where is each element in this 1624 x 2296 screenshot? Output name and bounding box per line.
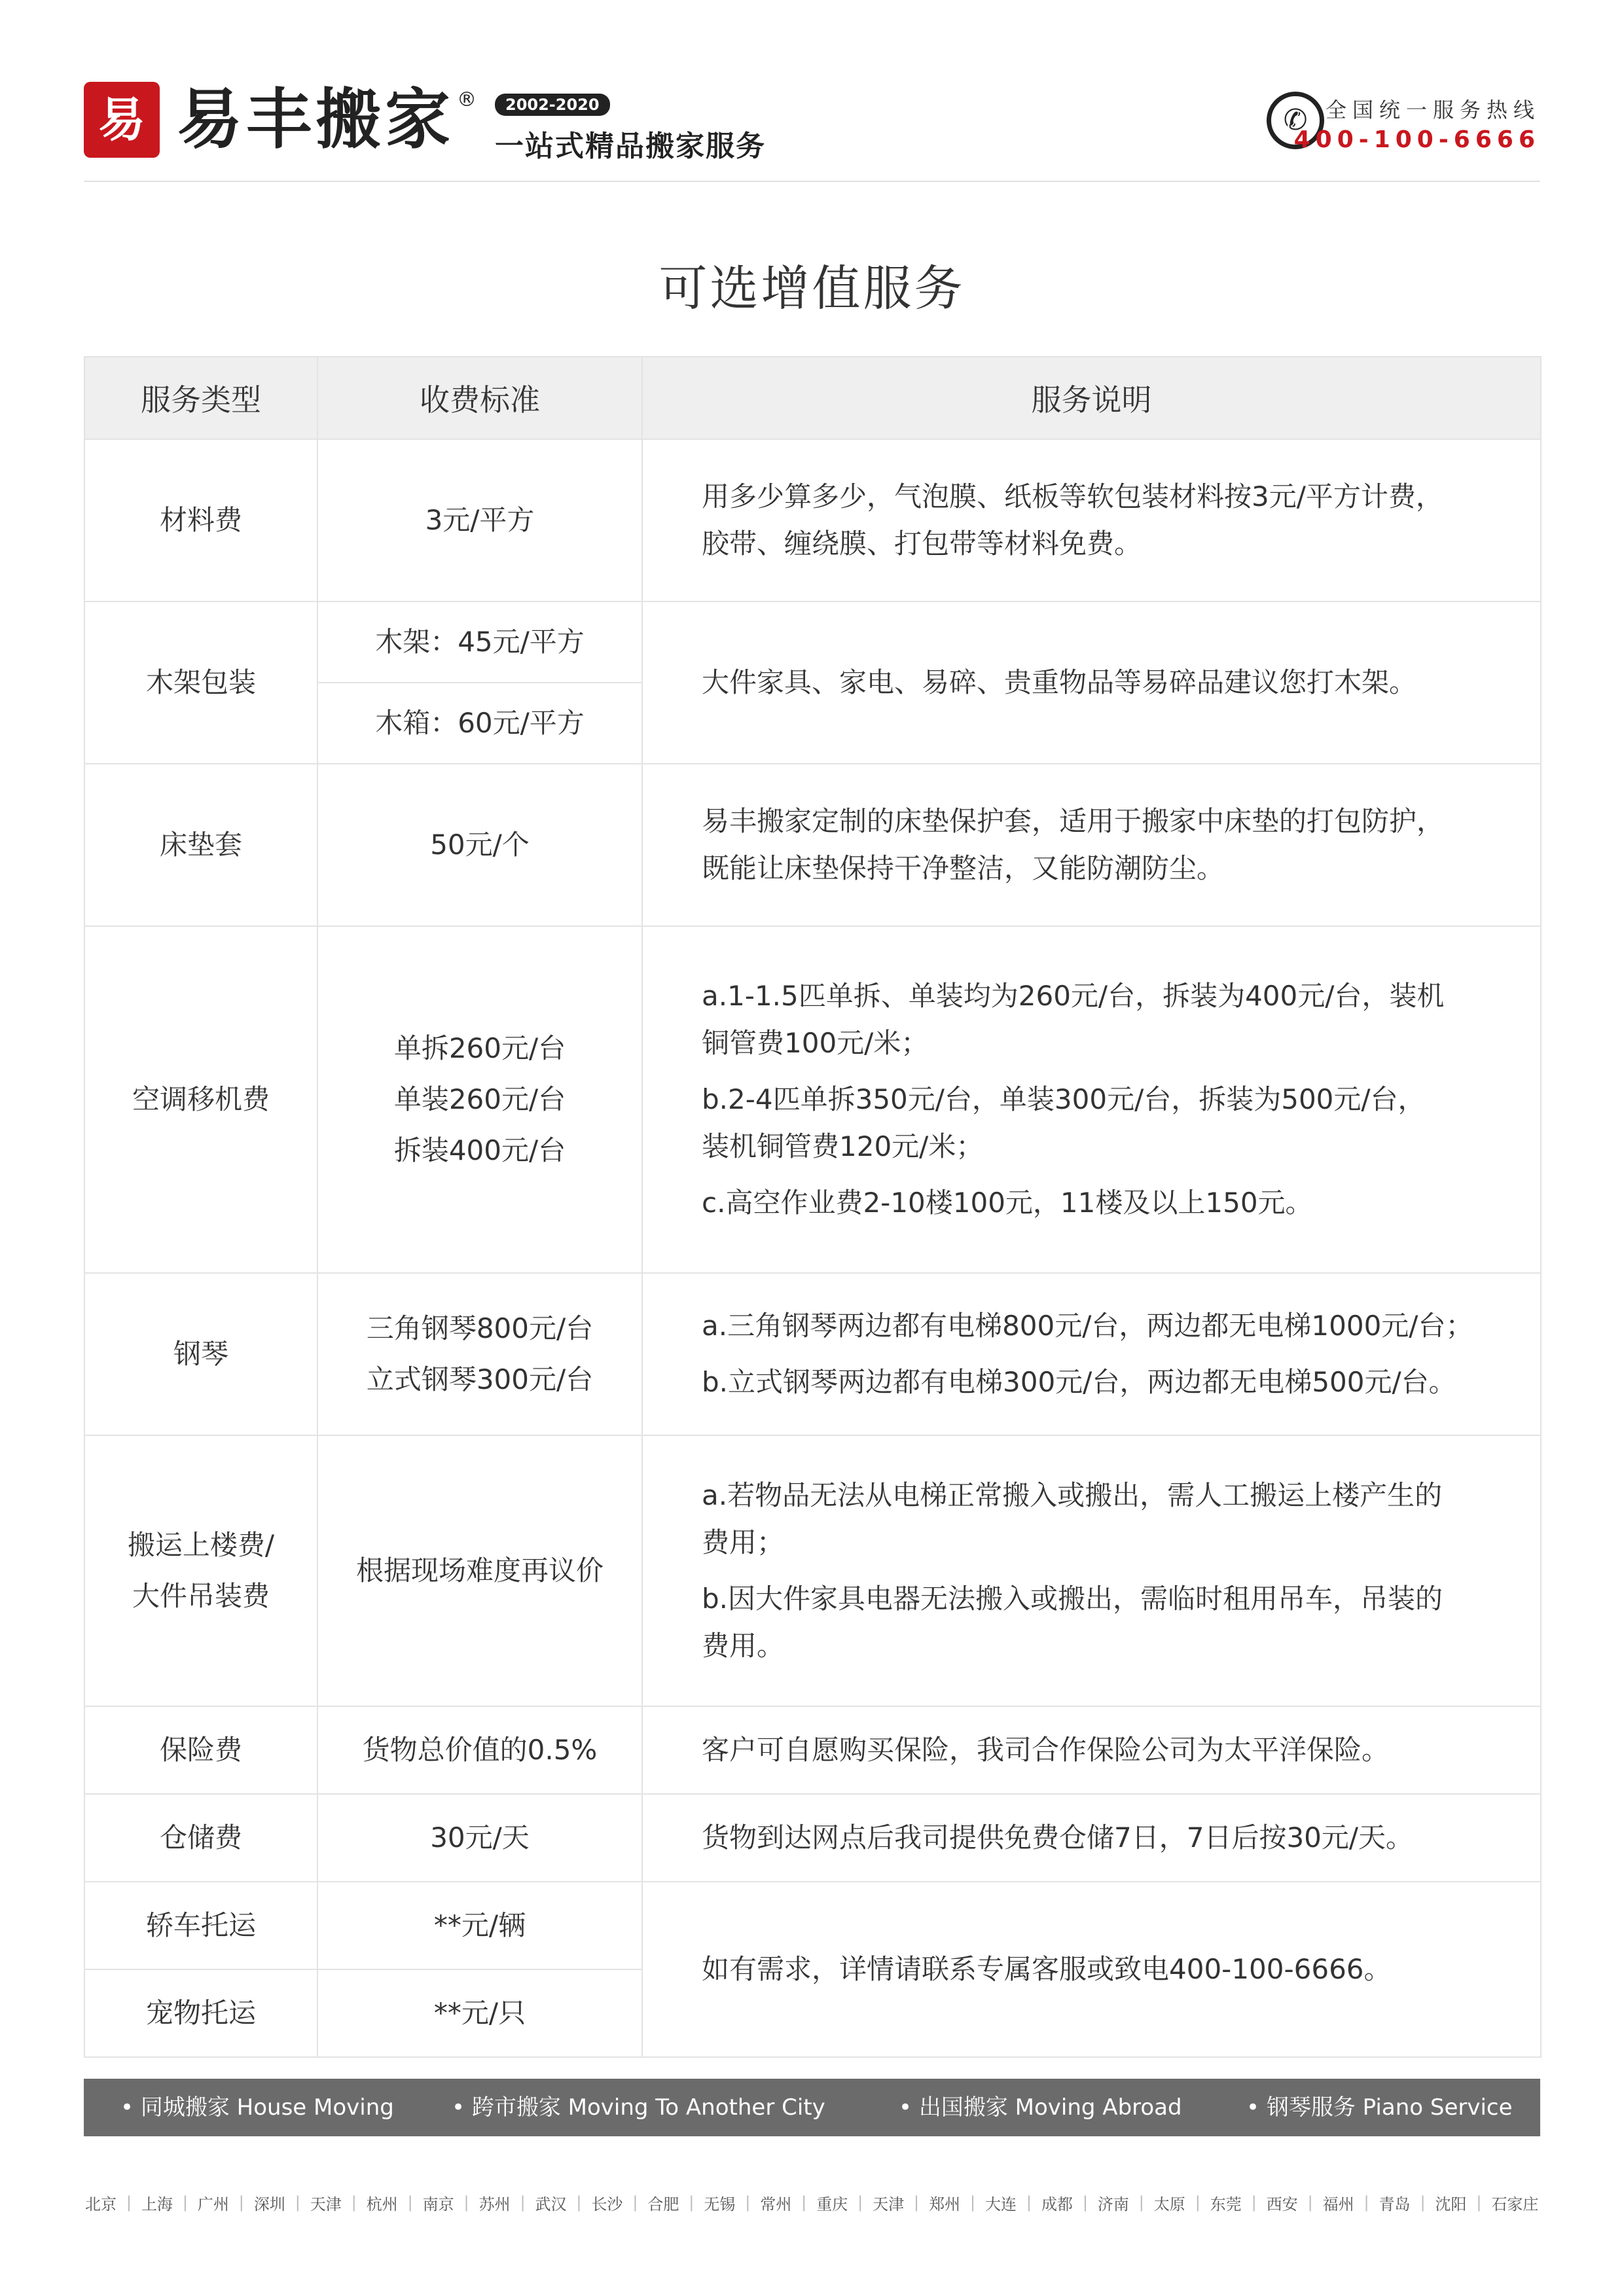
type-cell: 床垫套 [84,764,317,926]
city-item: 杭州 [366,2195,398,2214]
type-cell: 轿车托运 [84,1882,317,1969]
desc-cell: 易丰搬家定制的床垫保护套，适用于搬家中床垫的打包防护， 既能让床垫保持干净整洁，又能防潮防尘。 [642,764,1541,926]
city-separator: | [126,2193,132,2212]
desc-cell: 如有需求，详情请联系专属客服或致电400-100-6666。 [642,1882,1541,2057]
city-list [84,2186,1540,2219]
type-cell: 材料费 [84,439,317,601]
footer-services-bar [84,2079,1540,2136]
city-item: 常州 [760,2195,792,2214]
city-item: 沈阳 [1435,2195,1467,2214]
city-separator: | [463,2193,469,2212]
type-cell: 钢琴 [84,1273,317,1435]
city-separator: | [1307,2193,1313,2212]
city-item: 天津 [310,2195,342,2214]
city-item: 合肥 [647,2195,679,2214]
city-item: 深圳 [253,2195,285,2214]
city-item: 重庆 [816,2195,848,2214]
price-cell: 30元/天 [317,1794,642,1882]
header-divider [84,181,1540,182]
table-row [84,1273,1541,1435]
page-header [84,75,1540,180]
service-piano: • 钢琴服务 Piano Service [1246,2094,1513,2121]
city-item: 武汉 [535,2195,567,2214]
header-desc: 服务说明 [642,357,1541,439]
type-cell: 仓储费 [84,1794,317,1882]
price-cell: 木箱：60元/平方 [317,683,642,764]
city-separator: | [1476,2193,1482,2212]
city-separator: | [857,2193,863,2212]
years-badge: 2002-2020 [495,94,610,116]
city-item: 济南 [1097,2195,1129,2214]
type-cell: 保险费 [84,1706,317,1794]
city-item: 太原 [1153,2195,1185,2214]
desc-cell: 大件家具、家电、易碎、贵重物品等易碎品建议您打木架。 [642,601,1541,764]
desc-cell: 货物到达网点后我司提供免费仓储7日，7日后按30元/天。 [642,1794,1541,1882]
city-item: 福州 [1322,2195,1354,2214]
city-item: 西安 [1266,2195,1298,2214]
price-cell: 货物总价值的0.5% [317,1706,642,1794]
city-separator: | [1251,2193,1257,2212]
city-item: 长沙 [591,2195,623,2214]
city-separator: | [351,2193,357,2212]
city-item: 北京 [85,2195,117,2214]
type-cell: 搬运上楼费/ 大件吊装费 [84,1435,317,1706]
table-row [84,601,1541,683]
city-separator: | [576,2193,582,2212]
logo-icon: 易 [84,82,160,158]
desc-cell: 用多少算多少，气泡膜、纸板等软包装材料按3元/平方计费， 胶带、缠绕膜、打包带等材料免费。 [642,439,1541,601]
city-separator: | [182,2193,188,2212]
service-another-city: • 跨市搬家 Moving To Another City [452,2094,825,2121]
city-item: 青岛 [1379,2195,1411,2214]
table-row [84,1882,1541,1969]
phone-icon: ✆ [1267,92,1324,149]
desc-cell: a.1-1.5匹单拆、单装均为260元/台，拆装为400元/台，装机 铜管费100元/米； b.2-4匹单拆350元/台，单装300元/台，拆装为500元/台， 装机铜管费120元/米； c.高空作业费2-10楼100元，11楼及以上150元。 [642,926,1541,1273]
header-price: 收费标准 [317,357,642,439]
desc-cell: a.三角钢琴两边都有电梯800元/台，两边都无电梯1000元/台； b.立式钢琴两边都有电梯300元/台，两边都无电梯500元/台。 [642,1273,1541,1435]
table-header-row [84,357,1541,439]
price-cell: 根据现场难度再议价 [317,1435,642,1706]
type-cell: 空调移机费 [84,926,317,1273]
city-separator: | [1138,2193,1144,2212]
city-item: 上海 [141,2195,173,2214]
table-row [84,439,1541,601]
city-separator: | [1026,2193,1032,2212]
city-separator: | [914,2193,920,2212]
service-abroad: • 出国搬家 Moving Abroad [899,2094,1182,2121]
city-separator: | [295,2193,300,2212]
city-separator: | [632,2193,638,2212]
city-separator: | [969,2193,976,2212]
type-cell: 宠物托运 [84,1969,317,2057]
table-row [84,1794,1541,1882]
city-separator: | [407,2193,413,2212]
city-item: 石家庄 [1491,2195,1539,2214]
city-item: 无锡 [704,2195,736,2214]
city-separator: | [238,2193,244,2212]
type-cell: 木架包装 [84,601,317,764]
city-item: 广州 [197,2195,229,2214]
city-item: 南京 [422,2195,454,2214]
price-cell: **元/辆 [317,1882,642,1969]
city-item: 天津 [873,2195,905,2214]
city-item: 成都 [1041,2195,1073,2214]
table-row [84,764,1541,926]
price-cell: 3元/平方 [317,439,642,601]
city-item: 东莞 [1210,2195,1242,2214]
price-cell: 单拆260元/台 单装260元/台 拆装400元/台 [317,926,642,1273]
page-title: 可选增值服务 [659,260,965,317]
hotline-label: 全国统一服务热线 [1325,98,1540,122]
desc-cell: 客户可自愿购买保险，我司合作保险公司为太平洋保险。 [642,1706,1541,1794]
table-row [84,1435,1541,1706]
header-type: 服务类型 [84,357,317,439]
price-cell: 三角钢琴800元/台 立式钢琴300元/台 [317,1273,642,1435]
service-house-moving: • 同城搬家 House Moving [120,2094,394,2121]
hotline-number: 400-100-6666 [1293,126,1540,153]
brand-name: 易丰搬家 [177,81,454,158]
table-row [84,926,1541,1273]
desc-cell: a.若物品无法从电梯正常搬入或搬出，需人工搬运上楼产生的 费用； b.因大件家具电器无法搬入或搬出，需临时租用吊车，吊装的 费用。 [642,1435,1541,1706]
city-item: 郑州 [929,2195,961,2214]
city-separator: | [689,2193,695,2212]
city-separator: | [1195,2193,1200,2212]
city-separator: | [520,2193,526,2212]
city-item: 苏州 [478,2195,511,2214]
city-separator: | [745,2193,751,2212]
price-cell: **元/只 [317,1969,642,2057]
registered-mark: ® [457,88,477,111]
table-row [84,1706,1541,1794]
city-separator: | [801,2193,807,2212]
slogan: 一站式精品搬家服务 [495,130,766,163]
price-cell: 木架：45元/平方 [317,601,642,683]
price-cell: 50元/个 [317,764,642,926]
city-separator: | [1082,2193,1088,2212]
city-separator: | [1420,2193,1426,2212]
city-separator: | [1363,2193,1369,2212]
city-item: 大连 [985,2195,1017,2214]
services-table [84,356,1540,2058]
